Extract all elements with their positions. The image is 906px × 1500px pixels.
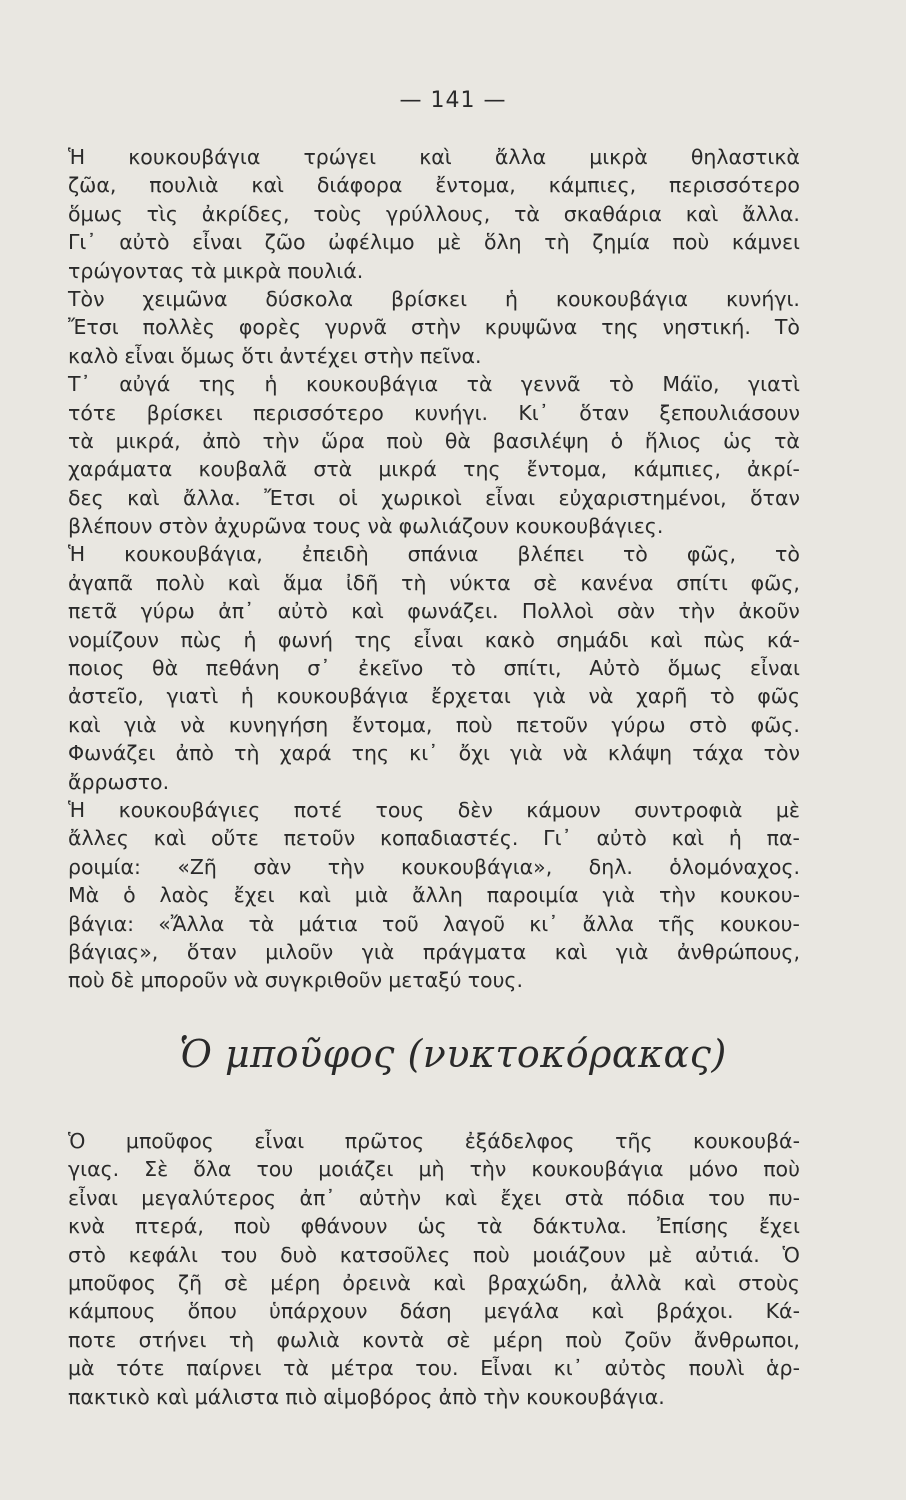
- section-heading: Ὁ μποῦφος (νυκτοκόρακας): [179, 1032, 727, 1076]
- text-line: βάγιας», ὅταν μιλοῦν γιὰ πράγματα καὶ γιὰ ἀνθρώπους,: [68, 939, 800, 964]
- text-line: Γι᾽ αὐτὸ εἶναι ζῶο ὠφέλιμο μὲ ὅλη τὴ ζημία ποὺ κάμνει: [68, 230, 800, 255]
- text-line: καὶ γιὰ νὰ κυνηγήση ἔντομα, ποὺ πετοῦν γύρω στὸ φῶς.: [68, 712, 800, 737]
- page-number: — 141 —: [399, 88, 507, 113]
- text-line: Ἡ κουκουβάγια, ἐπειδὴ σπάνια βλέπει τὸ φῶς, τὸ: [68, 542, 800, 567]
- text-line: Τὸν χειμῶνα δύσκολα βρίσκει ἡ κουκουβάγια κυνήγι.: [68, 286, 800, 311]
- body-text-block-1: [68, 143, 800, 995]
- text-line: Ἡ κουκουβάγιες ποτέ τους δὲν κάμουν συντροφιὰ μὲ: [68, 797, 800, 822]
- text-line: καλὸ εἶναι ὅμως ὅτι ἀντέχει στὴν πεῖνα.: [68, 343, 482, 368]
- text-line: μὰ τότε παίρνει τὰ μέτρα του. Εἶναι κι᾽ αὐτὸς πουλὶ ἁρ-: [68, 1356, 800, 1381]
- text-line: τότε βρίσκει περισσότερο κυνήγι. Κι᾽ ὅταν ξεπουλιάσουν: [68, 400, 800, 425]
- text-line: στὸ κεφάλι του δυὸ κατσοῦλες ποὺ μοιάζουν μὲ αὐτιά. Ὁ: [68, 1242, 800, 1267]
- text-line: ἀστεῖο, γιατὶ ἡ κουκουβάγια ἔρχεται γιὰ νὰ χαρῆ τὸ φῶς: [68, 684, 800, 709]
- text-line: βάγια: «Ἄλλα τὰ μάτια τοῦ λαγοῦ κι᾽ ἄλλα τῆς κουκου-: [68, 911, 800, 936]
- text-line: πακτικὸ καὶ μάλιστα πιὸ αἱμοβόρος ἀπὸ τὴν κουκουβάγια.: [68, 1384, 665, 1409]
- text-line: ποτε στήνει τὴ φωλιὰ κοντὰ σὲ μέρη ποὺ ζοῦν ἄνθρωποι,: [68, 1327, 800, 1352]
- text-line: βλέπουν στὸν ἀχυρῶνα τους νὰ φωλιάζουν κουκουβάγιες.: [68, 514, 664, 539]
- text-line: ἀγαπᾶ πολὺ καὶ ἅμα ἰδῆ τὴ νύκτα σὲ κανένα σπίτι φῶς,: [68, 570, 800, 595]
- text-line: Ὁ μποῦφος εἶναι πρῶτος ἐξάδελφος τῆς κουκουβά-: [68, 1129, 800, 1153]
- text-line: πετᾶ γύρω ἀπ᾽ αὐτὸ καὶ φωνάζει. Πολλοὶ σὰν τὴν ἀκοῦν: [68, 599, 800, 624]
- text-line: εἶναι μεγαλύτερος ἀπ᾽ αὐτὴν καὶ ἔχει στὰ πόδια του πυ-: [68, 1185, 800, 1210]
- text-line: χαράματα κουβαλᾶ στὰ μικρά της ἔντομα, κάμπιες, ἀκρί-: [68, 457, 800, 482]
- text-line: ἄλλες καὶ οὔτε πετοῦν κοπαδιαστές. Γι᾽ αὐτὸ καὶ ἡ πα-: [68, 826, 800, 851]
- text-line: κάμπους ὅπου ὑπάρχουν δάση μεγάλα καὶ βράχοι. Κά-: [68, 1299, 800, 1324]
- text-line: ἄρρωστο.: [68, 769, 170, 794]
- body-text-block-2: [68, 1127, 800, 1411]
- text-line: νομίζουν πὼς ἡ φωνή της εἶναι κακὸ σημάδι καὶ πὼς κά-: [68, 627, 800, 652]
- text-line: δες καὶ ἄλλα. Ἔτσι οἱ χωρικοὶ εἶναι εὐχαριστημένοι, ὅταν: [68, 485, 800, 510]
- text-line: Ἔτσι πολλὲς φορὲς γυρνᾶ στὴν κρυψῶνα της νηστική. Τὸ: [68, 315, 800, 340]
- text-line: ροιμία: «Ζῆ σὰν τὴν κουκουβάγια», δηλ. ὁλομόναχος.: [68, 854, 800, 879]
- text-line: Τ᾽ αὐγά της ἡ κουκουβάγια τὰ γεννᾶ τὸ Μάϊο, γιατὶ: [68, 372, 800, 397]
- text-line: τρώγοντας τὰ μικρὰ πουλιά.: [68, 258, 364, 283]
- text-line: Ἡ κουκουβάγια τρώγει καὶ ἄλλα μικρὰ θηλαστικὰ: [68, 145, 800, 169]
- text-line: ὅμως τὶς ἀκρίδες, τοὺς γρύλλους, τὰ σκαθάρια καὶ ἄλλα.: [68, 201, 800, 226]
- text-line: Μὰ ὁ λαὸς ἔχει καὶ μιὰ ἄλλη παροιμία γιὰ τὴν κουκου-: [68, 883, 800, 908]
- text-line: ποιος θὰ πεθάνη σ᾽ ἐκεῖνο τὸ σπίτι, Αὐτὸ ὅμως εἶναι: [68, 656, 800, 681]
- text-line: γιας. Σὲ ὅλα του μοιάζει μὴ τὴν κουκουβάγια μόνο ποὺ: [68, 1157, 800, 1182]
- text-line: κνὰ πτερά, ποὺ φθάνουν ὡς τὰ δάκτυλα. Ἐπίσης ἔχει: [68, 1214, 800, 1239]
- text-line: τὰ μικρά, ἀπὸ τὴν ὥρα ποὺ θὰ βασιλέψη ὁ ἥλιος ὡς τὰ: [68, 428, 800, 453]
- text-line: Φωνάζει ἀπὸ τὴ χαρά της κι᾽ ὄχι γιὰ νὰ κλάψη τάχα τὸν: [68, 741, 800, 766]
- text-line: ποὺ δὲ μποροῦν νὰ συγκριθοῦν μεταξύ τους.: [68, 968, 523, 993]
- text-line: μποῦφος ζῆ σὲ μέρη ὀρεινὰ καὶ βραχώδη, ἀλλὰ καὶ στοὺς: [68, 1270, 800, 1295]
- text-line: ζῶα, πουλιὰ καὶ διάφορα ἔντομα, κάμπιες, περισσότερο: [68, 173, 800, 198]
